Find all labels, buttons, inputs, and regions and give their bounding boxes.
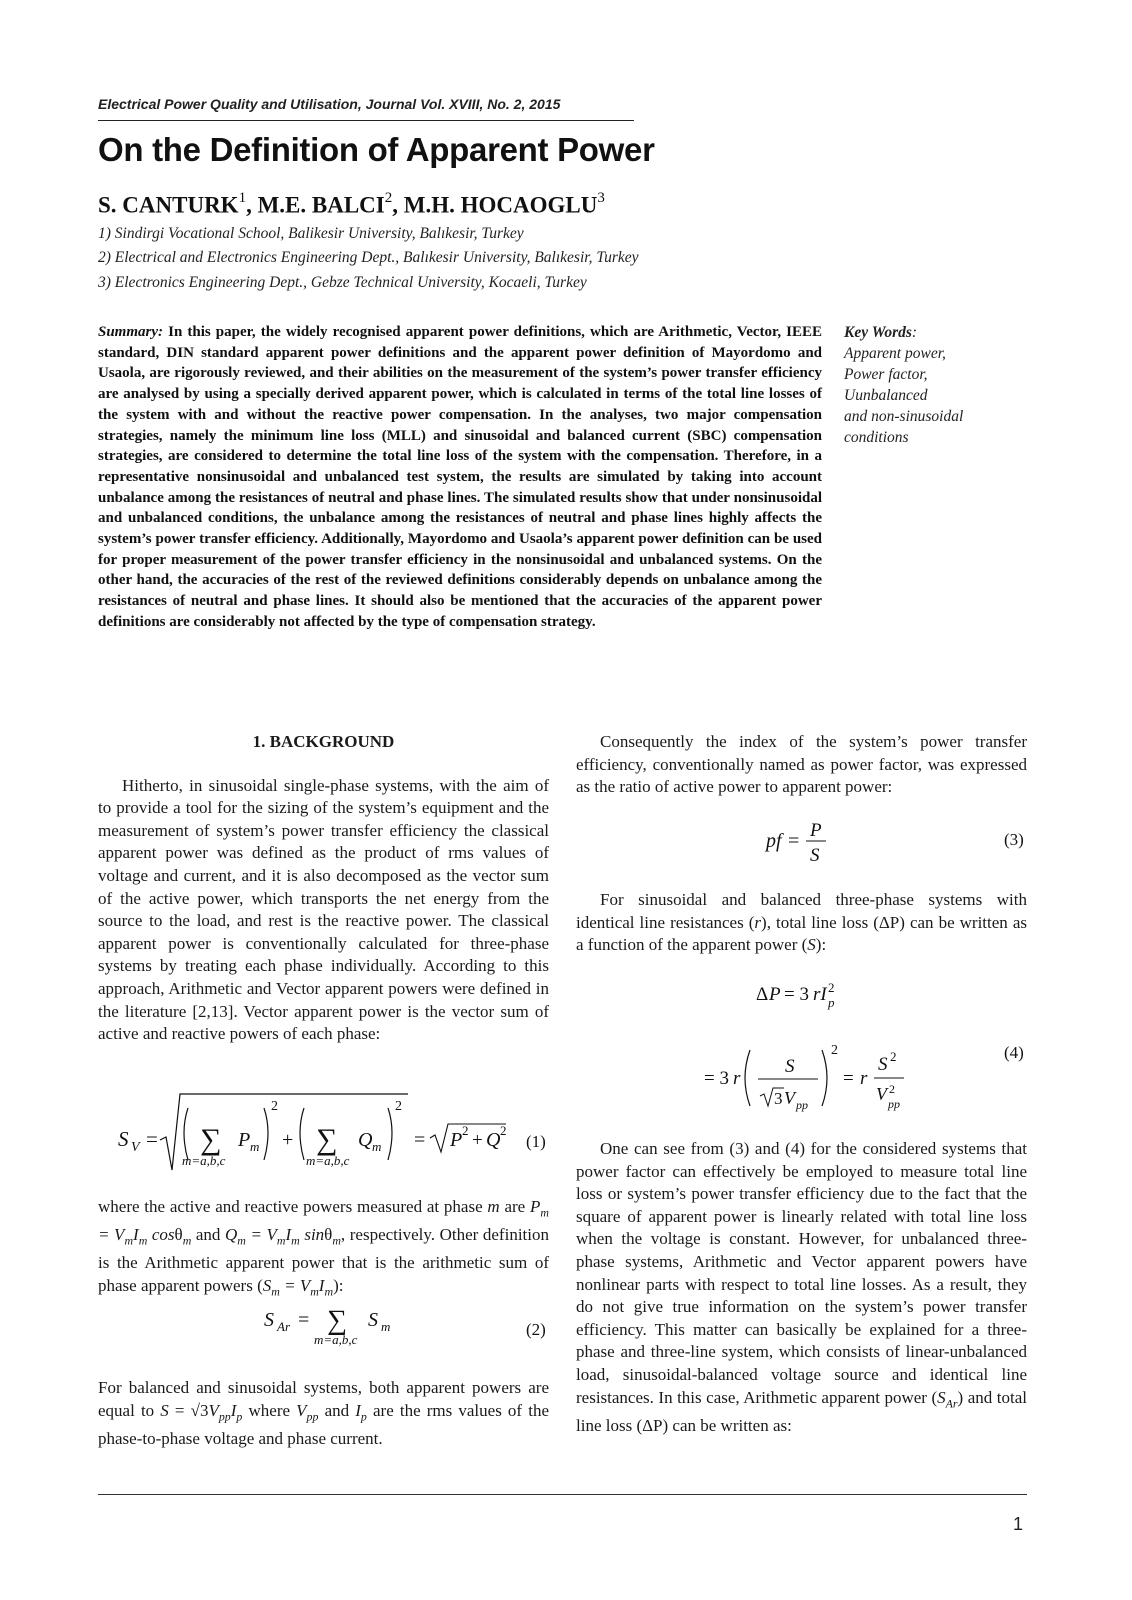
text-run: One can see from (3) and (4) for the considered systems that power factor can effectively be employed to measure total line loss or system’s power transfer efficiency due to the fact that the square of apparent power is linearly related with total line loss when the voltage is constant. However, for unbalanced three-phase systems, Arithmetic and Vector apparent powers have nonlinear parts with respect to total line losses. As a result, they do not give true information on the system’s power transfer efficiency. This matter can basically be explained for a three-phase and three-line system, which consists of linear-unbalanced load, sinusoidal-balanced voltage source and identical line resistances. In this case, Arithmetic apparent power ( <box>576 1139 1027 1407</box>
text-run: where the active and reactive powers measured at phase <box>98 1197 488 1216</box>
svg-text:Δ: Δ <box>756 984 769 1005</box>
paragraph: One can see from (3) and (4) for the considered systems that power factor can effectively be employed to measure total line loss or system’s power transfer efficiency due to the fact that the square of apparent power is linearly related with total line loss when the voltage is constant. However, for unbalanced three-phase systems, Arithmetic and Vector apparent powers have nonlinear parts with respect to total line losses. As a result, they do not give true information on the system’s power transfer efficiency. This matter can basically be explained for a three-phase and three-line system, which consists of linear-unbalanced load, sinusoidal-balanced voltage source and identical line resistances. In this case, Arithmetic apparent power $(S_{Ar})$ and total line loss (ΔP) can be written as: <box>576 1139 1028 1435</box>
keywords-title: Key Words <box>844 324 912 341</box>
svg-text:2: 2 <box>462 1123 469 1138</box>
text-run: ): <box>815 935 827 955</box>
svg-text:3: 3 <box>774 1089 783 1108</box>
author-3: M.H. HOCAOGLU <box>403 192 598 218</box>
svg-text:=: = <box>788 830 800 852</box>
svg-text:r: r <box>733 1068 741 1089</box>
svg-text:pf: pf <box>766 830 782 852</box>
paragraph: where the active and reactive powers measured at phase m are $P_m = V_mI_m$ cosθ$_m$ and $Q_m = V_mI_m$ sinθ$_m$, respectively. Other definition is the Arithmetic apparent power that is the arithmetic sum of phase apparent powers $(S_m = V_mI_m)$: <box>98 1197 549 1298</box>
keywords <box>844 322 1034 448</box>
svg-text:m: m <box>250 1139 260 1154</box>
svg-text:2: 2 <box>500 1123 507 1138</box>
svg-text:m: m <box>372 1139 382 1154</box>
svg-text:S: S <box>118 1127 129 1151</box>
svg-text:∑: ∑ <box>327 1305 347 1336</box>
svg-text:2: 2 <box>889 1082 895 1096</box>
text-run: ), total line loss (ΔP) can be written as a function of the apparent power ( <box>576 912 1027 955</box>
svg-text:m: m <box>381 1319 391 1334</box>
svg-text:P: P <box>450 1129 463 1151</box>
journal-reference: Electrical Power Quality and Utilisation, Journal Vol. XVIII, No. 2, 2015 <box>98 96 561 112</box>
keywords-colon: : <box>911 324 918 341</box>
equation-4-graphic <box>700 970 930 1120</box>
svg-text:V: V <box>131 1140 140 1155</box>
affiliation-1: 1) Sindirgi Vocational School, Balikesir University, Balıkesir, Turkey <box>98 225 524 242</box>
keyword-item: Uunbalanced <box>844 387 928 404</box>
left-column-top <box>98 731 549 1046</box>
keyword-item: Apparent power, <box>844 345 946 362</box>
section-heading: 1. BACKGROUND <box>252 732 395 751</box>
paragraph: For sinusoidal and balanced three-phase systems with identical line resistances (r), total line loss (ΔP) can be written as a function of the apparent power (S): <box>576 890 1027 955</box>
author-2-sup: 2 <box>384 190 393 206</box>
svg-text:m=a,b,c: m=a,b,c <box>314 1332 358 1347</box>
text-run: , respectively. Other definition is the Arithmetic apparent power that is the arithmetic sum of phase apparent powers ( <box>98 1224 549 1295</box>
text-run: are the rms values of the phase-to-phase voltage and phase current. <box>98 1400 549 1448</box>
summary <box>98 322 822 633</box>
svg-text:2: 2 <box>831 1043 838 1058</box>
affiliation-3: 3) Electronics Engineering Dept., Gebze Technical University, Kocaeli, Turkey <box>98 274 587 291</box>
svg-text:m=a,b,c: m=a,b,c <box>182 1153 226 1168</box>
author-2: M.E. BALCI <box>257 192 385 218</box>
svg-text:= 3: = 3 <box>784 984 809 1005</box>
equation-1-number: (1) <box>526 1132 546 1151</box>
right-column-middle <box>576 889 1027 957</box>
paragraph: For balanced and sinusoidal systems, both apparent powers are equal to $S = √3V_{pp}I_p$ where $V_{pp}$ and $I_p$ are the rms values of the phase-to-phase voltage and phase current. <box>98 1378 549 1448</box>
author-sep: , <box>246 192 258 218</box>
author-1: S. CANTURK <box>98 192 239 218</box>
svg-text:S: S <box>368 1309 378 1331</box>
svg-text:P: P <box>769 984 781 1005</box>
summary-label: Summary: <box>98 324 164 340</box>
svg-text:=: = <box>146 1127 158 1151</box>
svg-text:V: V <box>876 1084 887 1104</box>
svg-text:2: 2 <box>271 1099 278 1114</box>
text-run: For sinusoidal and balanced three-phase systems with identical line resistances ( <box>576 890 1027 932</box>
svg-text:pp: pp <box>796 1098 808 1112</box>
svg-text:∑: ∑ <box>316 1123 338 1156</box>
summary-text: In this paper, the widely recognised apparent power definitions, which are Arithmetic, Vector, IEEE standard, DIN standard apparent power definitions and the apparent power definition of Mayordomo and Usaola, are rigorously reviewed, and their abilities on the measurement of the system’s power transfer efficiency are analysed by using a specially derived apparent power, which is calculated in terms of the total line losses of the system with and without the reactive power compensation. In the analyses, two major compensation strategies, namely the minimum line loss (MLL) and sinusoidal and balanced current (SBC) compensation strategies, are considered to determine the total line loss of the system with the compensation. Therefore, in a representative nonsinusoidal and unbalanced test system, the results are simulated by taking into account unbalance among the resistances of neutral and phase lines. The simulated results show that under nonsinusoidal and unbalanced conditions, the unbalance among the resistances of neutral and phase lines highly affects the system’s power transfer efficiency. Additionally, Mayordomo and Usaola’s apparent power definition can be used for proper measurement of the power transfer efficiency in the nonsinusoidal and unbalanced systems. On the other hand, the accuracies of the rest of the reviewed definitions considerably depends on unbalance among the resistances of neutral and phase lines. It should also be mentioned that the accuracies of the apparent power definitions are considerably not affected by the type of compensation strategy. <box>98 324 823 630</box>
paragraph: Consequently the index of the system’s power transfer efficiency, conventionally named as power factor, was expressed as the ratio of active power to apparent power: <box>576 732 1027 797</box>
left-column-bottom <box>98 1377 549 1450</box>
svg-text:2: 2 <box>395 1099 402 1114</box>
svg-text:2: 2 <box>828 980 835 995</box>
svg-text:=: = <box>843 1068 854 1089</box>
paragraph: Hitherto, in sinusoidal single-phase systems, with the aim of to provide a tool for the sizing of the system’s equipment and the measurement of system’s power transfer efficiency the classical apparent power was defined as the product of rms values of voltage and current, and it is also decomposed as the vector sum of the active power, which transports the net energy from the source to the load, and rest is the reactive power. The classical apparent power is conventionally calculated for three-phase systems by treating each phase individually. According to this approach, Arithmetic and Vector apparent powers were defined in the literature [2,13]. Vector apparent power is the vector sum of active and reactive powers of each phase: <box>98 775 549 1044</box>
text-run: are <box>499 1197 530 1216</box>
svg-text:Q: Q <box>358 1129 373 1151</box>
affiliation-2: 2) Electrical and Electronics Engineering Dept., Balıkesir University, Balıkesir, Turkey <box>98 249 639 266</box>
text-run: ) and total line loss (ΔP) can be written as: <box>576 1387 1028 1435</box>
svg-text:P: P <box>238 1129 251 1151</box>
right-column-bottom <box>576 1138 1027 1437</box>
svg-text:∑: ∑ <box>200 1123 222 1156</box>
text-run: For balanced and sinusoidal systems, both apparent powers are equal to <box>98 1378 549 1420</box>
svg-text:r: r <box>860 1068 868 1089</box>
svg-text:p: p <box>828 995 835 1010</box>
svg-text:Ar: Ar <box>277 1319 290 1334</box>
svg-text:m=a,b,c: m=a,b,c <box>306 1153 350 1168</box>
equation-2-graphic <box>250 1296 420 1356</box>
author-sep: , <box>392 192 404 218</box>
page-title: On the Definition of Apparent Power <box>98 131 655 168</box>
authors <box>98 192 605 219</box>
keyword-item: Power factor, <box>844 366 928 383</box>
svg-text:=: = <box>298 1309 310 1331</box>
svg-text:= 3: = 3 <box>704 1068 729 1089</box>
equation-3-number: (3) <box>1004 830 1024 849</box>
svg-text:S: S <box>810 845 820 866</box>
author-3-sup: 3 <box>597 190 605 206</box>
svg-text:pp: pp <box>888 1097 900 1111</box>
keyword-item: and non-sinusoidal <box>844 408 964 425</box>
svg-text:+: + <box>282 1129 294 1151</box>
svg-text:P: P <box>810 820 822 841</box>
svg-text:2: 2 <box>890 1049 897 1064</box>
svg-text:V: V <box>784 1088 795 1108</box>
footer-rule <box>98 1494 1027 1495</box>
keyword-item: conditions <box>844 429 909 446</box>
equation-2-number: (2) <box>526 1320 546 1339</box>
equation-3-graphic <box>760 814 840 870</box>
right-column-top <box>576 731 1027 799</box>
svg-text:+: + <box>472 1130 483 1151</box>
svg-text:=: = <box>414 1129 426 1151</box>
author-1-sup: 1 <box>238 190 247 206</box>
svg-text:S: S <box>264 1309 274 1331</box>
equation-4-number: (4) <box>1004 1043 1024 1062</box>
svg-text:S: S <box>878 1054 888 1075</box>
svg-text:Q: Q <box>486 1129 501 1151</box>
text-run: and <box>191 1224 225 1244</box>
text-run: ): <box>333 1275 344 1295</box>
page-number: 1 <box>1013 1514 1024 1534</box>
equation-1-graphic <box>98 1090 558 1180</box>
svg-text:rI: rI <box>813 984 827 1005</box>
text-run: where <box>242 1400 297 1420</box>
left-column-middle <box>98 1196 549 1303</box>
svg-text:S: S <box>785 1056 795 1077</box>
text-run: and <box>318 1400 356 1420</box>
header-rule <box>98 120 634 121</box>
